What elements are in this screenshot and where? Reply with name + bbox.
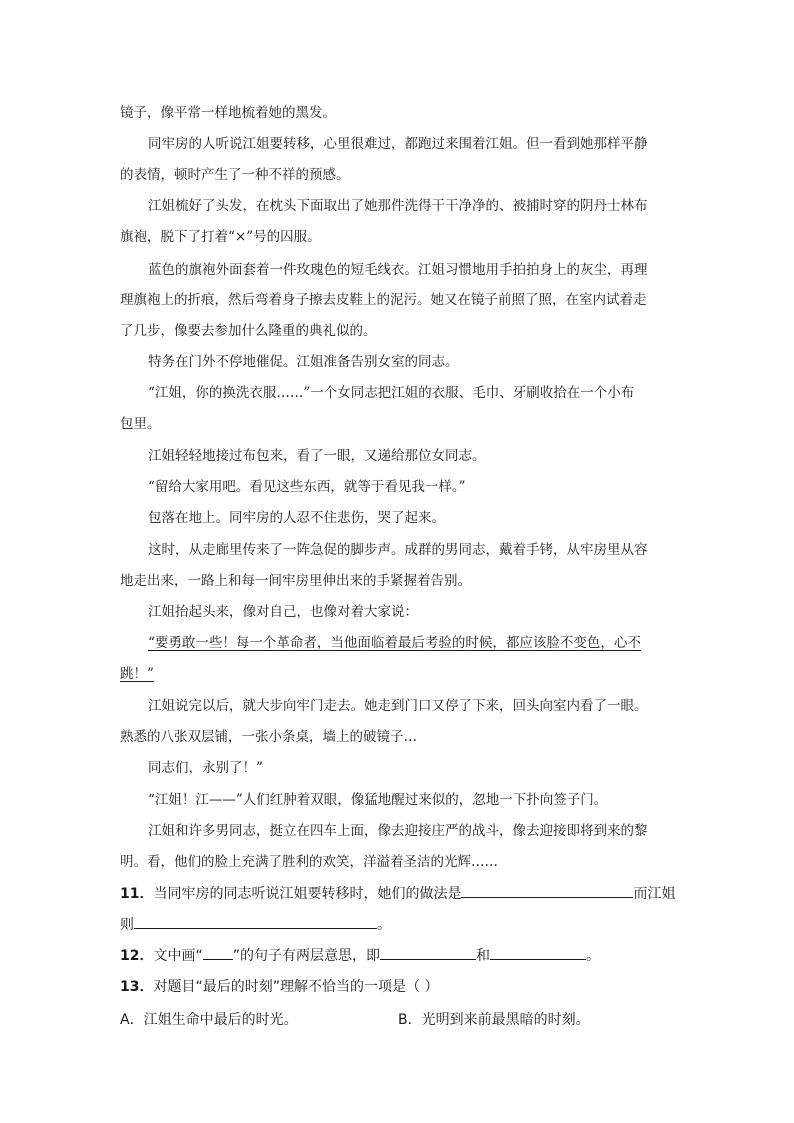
passage-line: 包里。	[120, 416, 161, 432]
passage-line: 蓝色的旗袍外面套着一件玫瑰色的短毛线衣。江姐习惯地用手拍拍身上的灰尘，再理	[148, 262, 648, 278]
passage-line: 熟悉的八张双层铺，一张小条桌，墙上的破镜子…	[120, 729, 417, 745]
passage-line: 同牢房的人听说江姐要转移，心里很难过，都跑过来围着江姐。但一看到她那样平静	[148, 136, 648, 152]
passage-line: 江姐梳好了头发，在枕头下面取出了她那件洗得干干净净的、被捕时穿的阴丹士林布	[148, 198, 648, 214]
underline-sample	[203, 945, 233, 960]
underlined-sentence-end: 跳！”	[120, 666, 154, 682]
passage-line: 包落在地上。同牢房的人忍不住悲伤，哭了起来。	[148, 510, 445, 526]
passage-line: 江姐和许多男同志，挺立在四车上面，像去迎接庄严的战斗，像去迎接即将到来的黎	[148, 823, 648, 839]
option-b[interactable]: B．光明到来前最黑暗的时刻。	[398, 1012, 590, 1028]
passage-line: 江姐抬起头来，像对自己，也像对着大家说：	[148, 604, 418, 620]
passage-line: 江姐轻轻地接过布包来，看了一眼，又递给那位女同志。	[148, 448, 486, 464]
answer-blank[interactable]	[461, 883, 633, 898]
passage-line: 的表情，顿时产生了一种不祥的预感。	[120, 167, 350, 183]
question-number: 12．	[120, 948, 154, 964]
question-12: 12．文中画“ ”的句子有两层意思，即 和 。	[120, 945, 680, 966]
passage-line: 明。看，他们的脸上充满了胜利的欢笑，洋溢着圣洁的光辉……	[120, 854, 498, 870]
passage-line: 地走出来，一路上和每一间牢房里伸出来的手紧握着告别。	[120, 573, 471, 589]
answer-blank[interactable]	[380, 945, 476, 960]
question-13: 13．对题目“最后的时刻”理解不恰当的一项是（ ）	[120, 979, 439, 995]
answer-blank[interactable]	[490, 945, 586, 960]
passage-line: 江姐说完以后，就大步向牢门走去。她走到门口又停了下来，回头向室内看了一眼。	[148, 698, 648, 714]
passage-line: 了几步，像要去参加什么隆重的典礼似的。	[120, 323, 377, 339]
passage-line: 旗袍，脱下了打着“×”号的囚服。	[120, 229, 321, 245]
passage-line: 同志们，永别了！”	[148, 760, 263, 776]
passage-line: 这时，从走廊里传来了一阵急促的脚步声。成群的男同志，戴着手铐，从牢房里从容	[148, 542, 648, 558]
question-number: 11．	[120, 886, 154, 902]
underlined-sentence: “要勇敢一些！每一个革命者，当他面临着最后考验的时候，都应该脸不变色，心不	[148, 635, 641, 651]
question-11: 11．当同牢房的同志听说江姐要转移时，她们的做法是 而江姐	[120, 883, 680, 904]
passage-line: 镜子，像平常一样地梳着她的黑发。	[120, 105, 336, 121]
option-a[interactable]: A．江姐生命中最后的时光。	[120, 1012, 298, 1028]
passage-line: “留给大家用吧。看见这些东西，就等于看见我一样。”	[148, 479, 466, 495]
passage-line: “江姐！江——”人们红肿着双眼，像猛地醒过来似的，忽地一下扑向签子门。	[148, 792, 608, 808]
passage-line: 理旗袍上的折痕，然后弯着身子擦去皮鞋上的泥污。她又在镜子前照了照，在室内试着走	[120, 292, 647, 308]
question-11-line2: 则 。	[120, 914, 680, 935]
passage-line: 特务在门外不停地催促。江姐准备告别女室的同志。	[148, 354, 459, 370]
question-number: 13．	[120, 979, 154, 995]
passage-line: “江姐，你的换洗衣服……”一个女同志把江姐的衣服、毛巾、牙刷收拾在一个小布	[148, 385, 635, 401]
answer-blank[interactable]	[134, 914, 377, 929]
